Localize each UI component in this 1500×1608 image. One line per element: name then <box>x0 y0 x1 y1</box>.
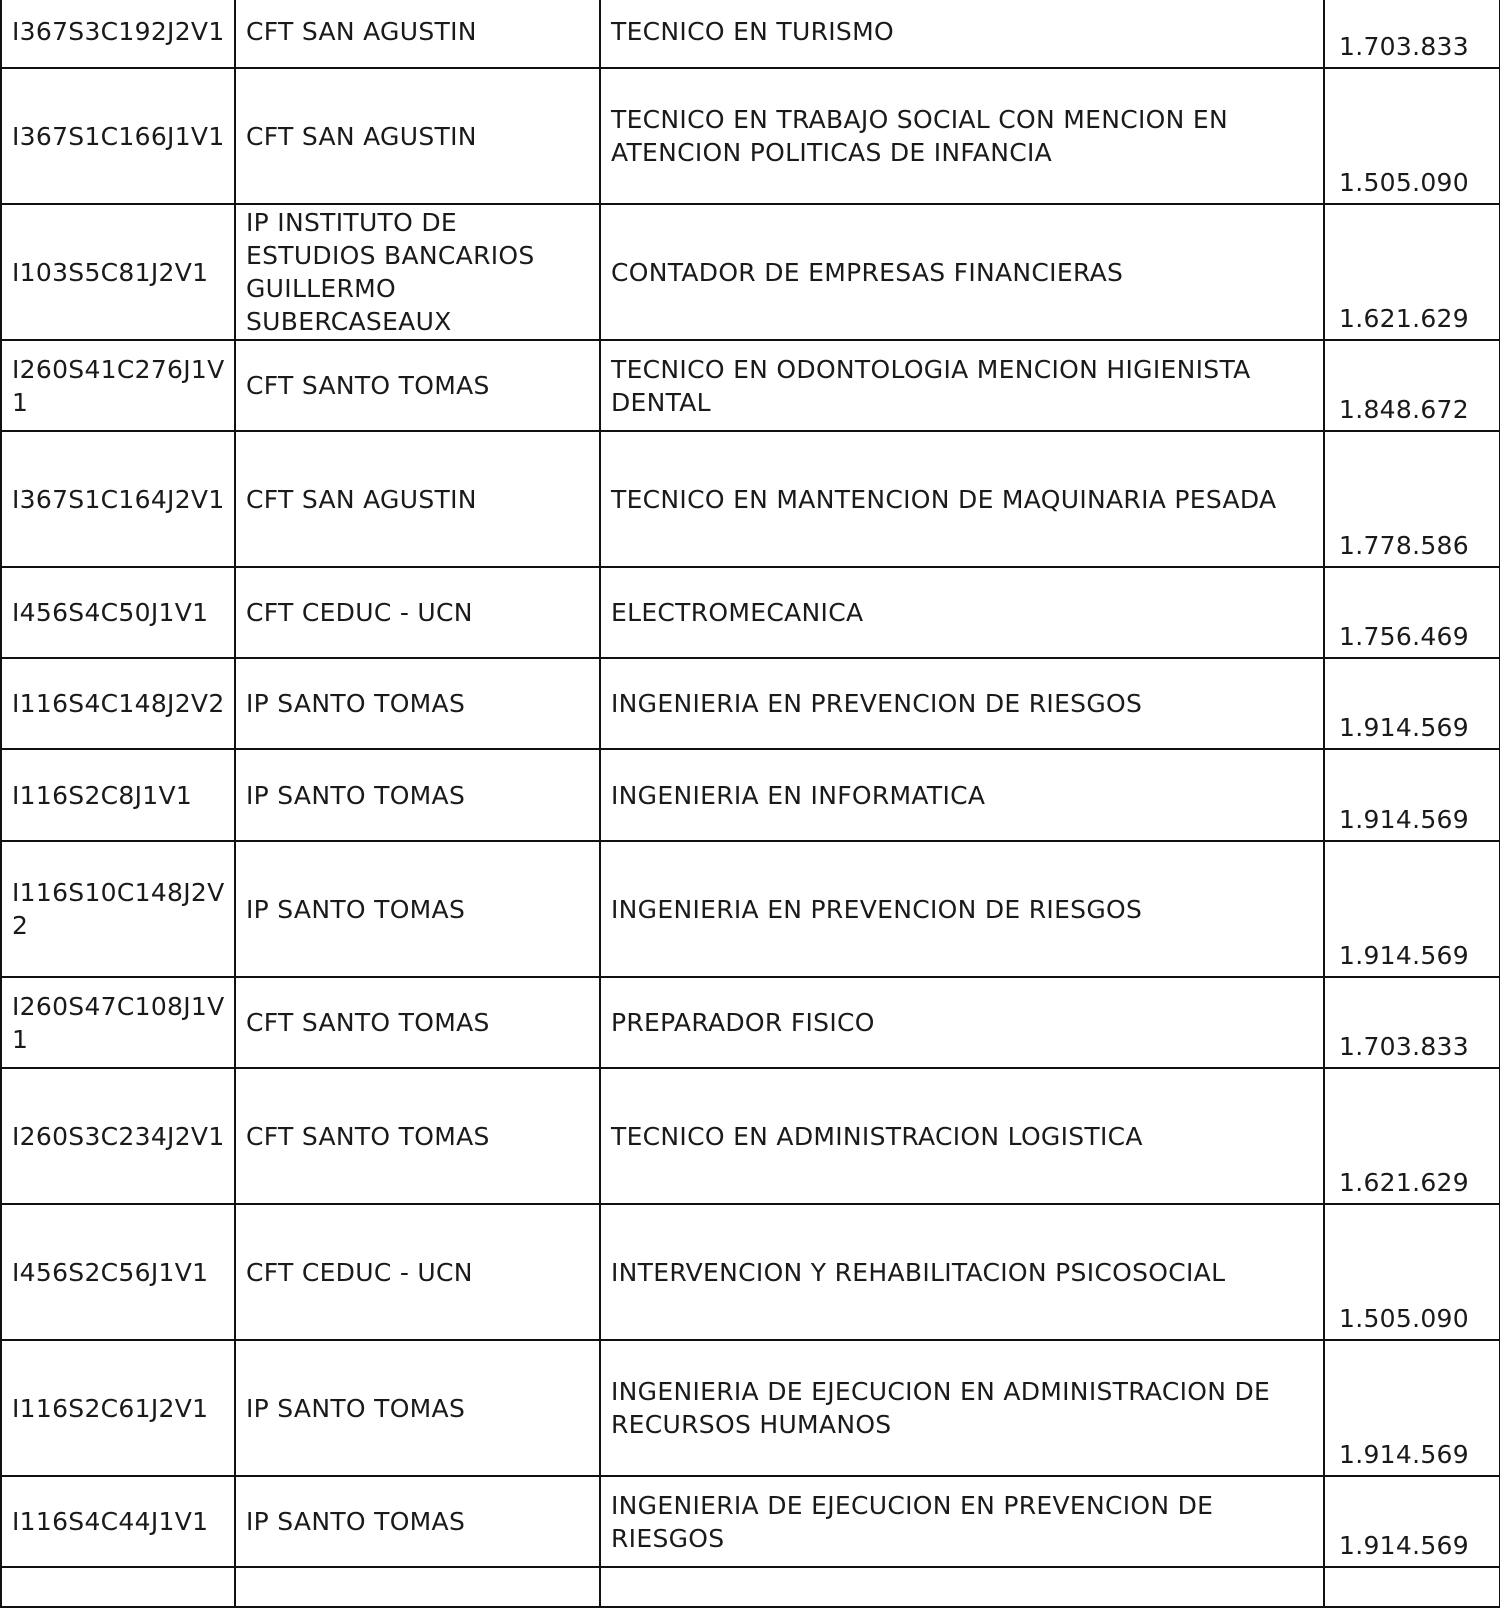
table-row <box>1 567 1500 658</box>
amount-value: 1.621.629 <box>1324 1068 1500 1204</box>
table-row <box>1 204 1500 340</box>
program-name: TECNICO EN MANTENCION DE MAQUINARIA PESADA <box>600 431 1324 567</box>
table-row <box>1 1204 1500 1340</box>
program-code: I116S2C8J1V1 <box>1 749 235 841</box>
program-code: I116S4C44J1V1 <box>1 1476 235 1567</box>
amount-value: 1.756.469 <box>1324 567 1500 658</box>
program-code: I367S1C164J2V1 <box>1 431 235 567</box>
program-name: INTERVENCION Y REHABILITACION PSICOSOCIAL <box>600 1204 1324 1340</box>
program-code: I456S2C56J1V1 <box>1 1204 235 1340</box>
empty-cell <box>1324 1567 1500 1607</box>
empty-cell <box>1 1567 235 1607</box>
empty-cell <box>235 1567 600 1607</box>
amount-value: 1.505.090 <box>1324 1204 1500 1340</box>
table-row <box>1 658 1500 749</box>
institution-name: CFT SANTO TOMAS <box>235 1068 600 1204</box>
amount-value: 1.848.672 <box>1324 340 1500 431</box>
institution-name: IP SANTO TOMAS <box>235 841 600 977</box>
amount-value: 1.914.569 <box>1324 749 1500 841</box>
program-name: TECNICO EN ADMINISTRACION LOGISTICA <box>600 1068 1324 1204</box>
program-code: I260S41C276J1V1 <box>1 340 235 431</box>
amount-value: 1.703.833 <box>1324 0 1500 68</box>
table-row <box>1 841 1500 977</box>
program-code: I456S4C50J1V1 <box>1 567 235 658</box>
program-code: I260S47C108J1V1 <box>1 977 235 1068</box>
empty-cell <box>600 1567 1324 1607</box>
table-row <box>1 431 1500 567</box>
program-code: I116S10C148J2V2 <box>1 841 235 977</box>
institution-name: IP INSTITUTO DE ESTUDIOS BANCARIOS GUILLERMO SUBERCASEAUX <box>235 204 600 340</box>
amount-value: 1.914.569 <box>1324 841 1500 977</box>
program-code: I116S4C148J2V2 <box>1 658 235 749</box>
institution-name: CFT CEDUC - UCN <box>235 567 600 658</box>
institution-name: CFT CEDUC - UCN <box>235 1204 600 1340</box>
amount-value: 1.914.569 <box>1324 1476 1500 1567</box>
table-row <box>1 1476 1500 1567</box>
amount-value: 1.703.833 <box>1324 977 1500 1068</box>
program-name: ELECTROMECANICA <box>600 567 1324 658</box>
program-code: I367S1C166J1V1 <box>1 68 235 204</box>
program-name: TECNICO EN TURISMO <box>600 0 1324 68</box>
program-code: I103S5C81J2V1 <box>1 204 235 340</box>
amount-value: 1.505.090 <box>1324 68 1500 204</box>
institution-name: CFT SANTO TOMAS <box>235 340 600 431</box>
amount-value: 1.778.586 <box>1324 431 1500 567</box>
institution-name: CFT SAN AGUSTIN <box>235 431 600 567</box>
table-row-partial <box>1 1567 1500 1607</box>
institution-name: IP SANTO TOMAS <box>235 658 600 749</box>
program-name: INGENIERIA DE EJECUCION EN ADMINISTRACION DE RECURSOS HUMANOS <box>600 1340 1324 1476</box>
institution-name: IP SANTO TOMAS <box>235 749 600 841</box>
program-code: I260S3C234J2V1 <box>1 1068 235 1204</box>
program-name: CONTADOR DE EMPRESAS FINANCIERAS <box>600 204 1324 340</box>
program-name: INGENIERIA EN PREVENCION DE RIESGOS <box>600 658 1324 749</box>
institution-name: CFT SAN AGUSTIN <box>235 0 600 68</box>
amount-value: 1.621.629 <box>1324 204 1500 340</box>
program-name: PREPARADOR FISICO <box>600 977 1324 1068</box>
institution-name: IP SANTO TOMAS <box>235 1476 600 1567</box>
program-name: TECNICO EN TRABAJO SOCIAL CON MENCION EN ATENCION POLITICAS DE INFANCIA <box>600 68 1324 204</box>
program-code: I116S2C61J2V1 <box>1 1340 235 1476</box>
amount-value: 1.914.569 <box>1324 658 1500 749</box>
program-name: INGENIERIA DE EJECUCION EN PREVENCION DE RIESGOS <box>600 1476 1324 1567</box>
institution-name: CFT SANTO TOMAS <box>235 977 600 1068</box>
amount-value: 1.914.569 <box>1324 1340 1500 1476</box>
table-row <box>1 977 1500 1068</box>
table-row <box>1 68 1500 204</box>
table-row <box>1 0 1500 68</box>
table-row <box>1 1340 1500 1476</box>
table-row <box>1 1068 1500 1204</box>
table-row <box>1 749 1500 841</box>
table-row <box>1 340 1500 431</box>
institution-name: CFT SAN AGUSTIN <box>235 68 600 204</box>
institution-name: IP SANTO TOMAS <box>235 1340 600 1476</box>
program-name: TECNICO EN ODONTOLOGIA MENCION HIGIENISTA DENTAL <box>600 340 1324 431</box>
program-code: I367S3C192J2V1 <box>1 0 235 68</box>
program-name: INGENIERIA EN PREVENCION DE RIESGOS <box>600 841 1324 977</box>
program-name: INGENIERIA EN INFORMATICA <box>600 749 1324 841</box>
